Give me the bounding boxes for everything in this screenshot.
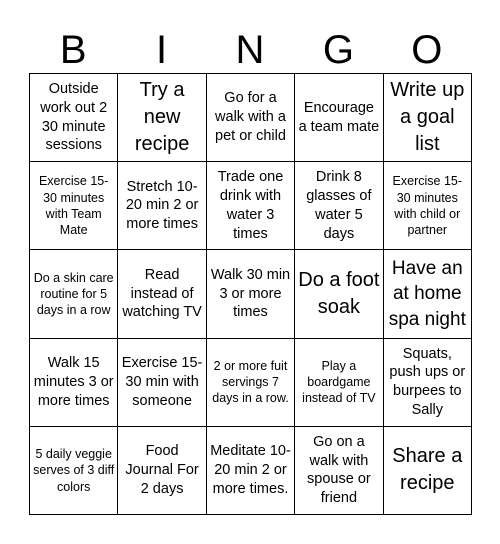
bingo-cell-r2-c4[interactable]: Drink 8 glasses of water 5 days	[295, 162, 383, 250]
bingo-cell-r4-c1[interactable]: Walk 15 minutes 3 or more times	[30, 339, 118, 427]
bingo-cell-r2-c5[interactable]: Exercise 15-30 minutes with child or partner	[384, 162, 472, 250]
bingo-cell-r3-c1[interactable]: Do a skin care routine for 5 days in a row	[30, 250, 118, 338]
bingo-cell-r2-c2[interactable]: Stretch 10-20 min 2 or more times	[118, 162, 206, 250]
bingo-cell-r1-c5[interactable]: Write up a goal list	[384, 74, 472, 162]
bingo-cell-r3-c5[interactable]: Have an at home spa night	[384, 250, 472, 338]
bingo-cell-r1-c2[interactable]: Try a new recipe	[118, 74, 206, 162]
bingo-cell-r5-c2[interactable]: Food Journal For 2 days	[118, 427, 206, 515]
bingo-cell-r1-c1[interactable]: Outside work out 2 30 minute sessions	[30, 74, 118, 162]
bingo-board	[29, 73, 472, 515]
header-letter-b: B	[59, 28, 87, 72]
header-letter-g: G	[322, 28, 354, 72]
bingo-cell-r5-c3[interactable]: Meditate 10-20 min 2 or more times.	[207, 427, 295, 515]
bingo-cell-r4-c2[interactable]: Exercise 15-30 min with someone	[118, 339, 206, 427]
bingo-cell-r5-c4[interactable]: Go on a walk with spouse or friend	[295, 427, 383, 515]
bingo-cell-r2-c3[interactable]: Trade one drink with water 3 times	[207, 162, 295, 250]
bingo-cell-r4-c5[interactable]: Squats, push ups or burpees to Sally	[384, 339, 472, 427]
bingo-header	[29, 26, 471, 74]
bingo-cell-r5-c1[interactable]: 5 daily veggie serves of 3 diff colors	[30, 427, 118, 515]
bingo-cell-r1-c3[interactable]: Go for a walk with a pet or child	[207, 74, 295, 162]
bingo-cell-r5-c5[interactable]: Share a recipe	[384, 427, 472, 515]
header-letter-o: O	[411, 28, 443, 72]
header-letter-i: I	[156, 28, 168, 72]
bingo-cell-r3-c4[interactable]: Do a foot soak	[295, 250, 383, 338]
bingo-cell-r3-c2[interactable]: Read instead of watching TV	[118, 250, 206, 338]
bingo-cell-r1-c4[interactable]: Encourage a team mate	[295, 74, 383, 162]
bingo-cell-r3-c3[interactable]: Walk 30 min 3 or more times	[207, 250, 295, 338]
bingo-cell-r2-c1[interactable]: Exercise 15-30 minutes with Team Mate	[30, 162, 118, 250]
bingo-cell-r4-c4[interactable]: Play a boardgame instead of TV	[295, 339, 383, 427]
header-letter-n: N	[235, 28, 265, 72]
bingo-cell-r4-c3[interactable]: 2 or more fuit servings 7 days in a row.	[207, 339, 295, 427]
